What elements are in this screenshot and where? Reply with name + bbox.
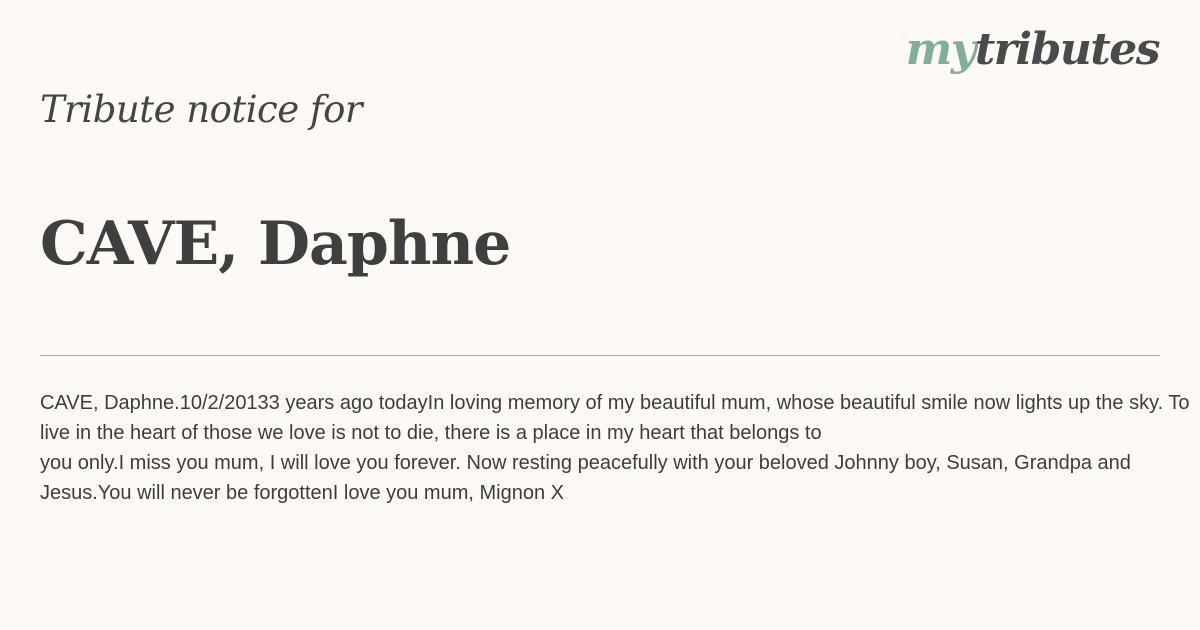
mytributes-logo[interactable] <box>905 24 1159 75</box>
logo-my-text: my <box>905 24 975 75</box>
tribute-notice-subtitle: Tribute notice for <box>40 88 363 131</box>
section-divider <box>40 355 1160 356</box>
deceased-name-heading: CAVE, Daphne <box>40 209 511 279</box>
tribute-notice-text: CAVE, Daphne.10/2/20133 years ago todayIn loving memory of my beautiful mum, whose beautiful smile now lights up the sky. To live in the heart of those we love is not to die, there is a place in my heart that belongs to you only.I miss you mum, I will love you forever. Now resting peacefully with your beloved Johnny boy, Susan, Grandpa and Jesus.You will never be forgottenI love you mum, Mignon X <box>40 392 1190 504</box>
logo-tributes-text: tributes <box>974 24 1159 75</box>
